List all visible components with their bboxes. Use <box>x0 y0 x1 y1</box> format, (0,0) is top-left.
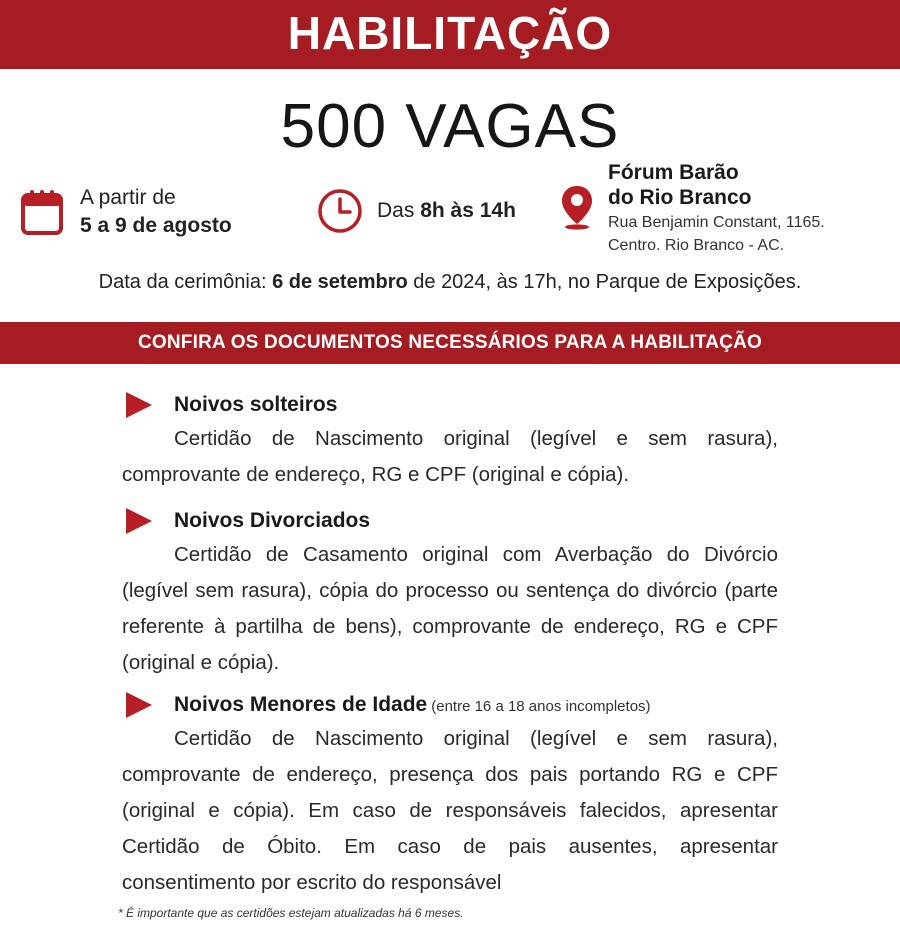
documents-banner <box>0 322 900 364</box>
section-note: (entre 16 a 18 anos incompletos) <box>431 698 651 715</box>
documents-title: CONFIRA OS DOCUMENTOS NECESSÁRIOS PARA A HABILITAÇÃO <box>137 332 763 353</box>
page-title: HABILITAÇÃO <box>287 6 613 59</box>
time-prefix: Das <box>377 199 415 222</box>
date-range: 5 a 9 de agosto <box>80 214 232 237</box>
place-name: Fórum Barão do Rio Branco <box>608 161 752 209</box>
section-single <box>122 390 778 493</box>
ceremony-info: Data da cerimônia: 6 de setembro de 2024, às 17h, no Parque de Exposições. <box>98 271 802 293</box>
play-arrow-icon <box>126 392 152 418</box>
section-title: Noivos Divorciados <box>174 509 371 532</box>
header-banner <box>0 0 900 69</box>
section-minors <box>122 690 778 901</box>
section-body: Certidão de Casamento original com Averbação do Divórcio (legível sem rasura), cópia do processo ou sentença do divórcio (parte referente à partilha de bens), comprovante de endereço, RG e CPF (original e cópia). <box>122 543 778 674</box>
play-arrow-icon <box>126 692 152 718</box>
section-body: Certidão de Nascimento original (legível e sem rasura), comprovante de endereço, presença dos pais portando RG e CPF (original e cópia). Em caso de responsáveis falecidos, apresentar Certidão de Óbito. Em caso de pais ausentes, apresentar consentimento por escrito do responsável <box>122 727 778 894</box>
section-divorced <box>122 506 778 681</box>
play-arrow-icon <box>126 508 152 534</box>
location-pin-icon <box>560 184 594 230</box>
calendar-icon <box>20 188 64 236</box>
time-info <box>317 188 516 234</box>
place-info <box>560 160 825 257</box>
date-info <box>20 184 232 240</box>
ceremony-date: 6 de setembro <box>272 271 408 293</box>
section-title: Noivos Menores de Idade <box>174 693 428 716</box>
vagas-count: 500 VAGAS <box>280 92 620 161</box>
clock-icon <box>317 188 363 234</box>
place-address: Rua Benjamin Constant, 1165. Centro. Rio Branco - AC. <box>608 214 825 254</box>
time-range: 8h às 14h <box>420 199 516 222</box>
section-title: Noivos solteiros <box>174 393 338 416</box>
date-label: A partir de <box>80 186 176 209</box>
footnote: * É importante que as certidões estejam atualizadas há 6 meses. <box>118 906 464 920</box>
section-body: Certidão de Nascimento original (legível e sem rasura), comprovante de endereço, RG e CPF (original e cópia). <box>122 427 778 486</box>
